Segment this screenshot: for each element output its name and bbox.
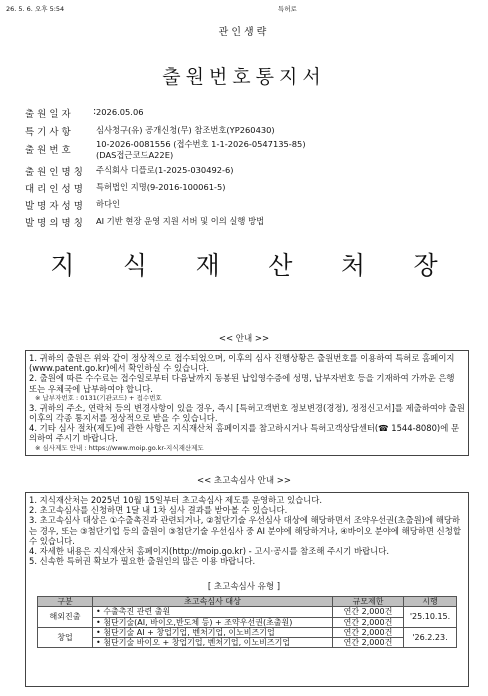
field-label-applicant: 출원인명칭: [25, 167, 86, 178]
table-cell-date: '25.10.15.: [404, 607, 457, 628]
table-cell-group: 해외진출: [38, 607, 93, 628]
field-label-application-number: 출원번호: [25, 145, 74, 156]
table-header: 구분: [38, 597, 93, 607]
table-cell-target: • 수출촉진 관련 출원: [93, 607, 333, 617]
guide-item: 2. 출원에 따른 수수료는 접수일로부터 다음날까지 동봉된 납입영수증에 성명, 납부자번호 등을 기재하여 가까운 은행 또는 우체국에 납부하여야 합니다.: [29, 373, 455, 394]
field-value-das-code: (DAS접근코드A22E): [96, 150, 174, 160]
fast-track-item: 2. 초고속심사를 신청하면 1달 내 1차 심사 결과를 받아볼 수 있습니다.: [29, 505, 288, 516]
table-row: [38, 638, 457, 648]
table-cell-target: • 첨단기술 바이오 + 창업기업, 벤처기업, 이노비즈기업: [93, 638, 333, 648]
field-label-filing-date: 출원일자: [25, 109, 74, 120]
seal-omitted-note: 관인생략: [218, 27, 270, 38]
guide-item: 1. 귀하의 출원은 위와 같이 정상적으로 접수되었으며, 이후의 심사 진행상황은 출원번호를 이용하여 특허로 홈페이지(www.patent.go.kr)에서 확인하실 수 있습니다.: [29, 353, 455, 374]
field-label-inventor: 발명자성명: [25, 201, 86, 212]
guide-item: 3. 귀하의 주소, 연락처 등의 변경사항이 있을 경우, 즉시 [특허고객번호 정보변경(경정), 정정신고서]를 제출하여야 출원 이후의 각종 통지서를 정상적으로 받을 수 있습니다.: [29, 402, 465, 424]
office-char: 식: [122, 251, 148, 280]
table-cell-target: • 첨단기술 AI + 창업기업, 벤처기업, 이노비즈기업: [93, 627, 333, 637]
guide-box: [25, 350, 469, 456]
office-char: 재: [195, 251, 220, 280]
table-cell-limit: 연간 2,000건: [333, 617, 404, 627]
table-header: 시행: [404, 597, 457, 607]
table-cell-group: 창업: [38, 627, 93, 648]
table-cell-target: • 첨단기술(AI, 바이오,반도체 등) + 조약우선권(초출원): [93, 617, 333, 627]
office-name: [0, 246, 488, 282]
print-datetime: 26. 5. 6. 오후 5:54: [6, 5, 65, 13]
guide-note: ※ 납부자번호 : 0131(기관코드) + 접수번호: [35, 393, 162, 402]
field-value-agent: 특허법인 지명(9-2016-100061-5): [96, 182, 226, 192]
fast-track-item: 4. 자세한 내용은 지식재산처 홈페이지(http://moip.go.kr) - 고시·공시를 참조해 주시기 바랍니다.: [29, 546, 390, 557]
field-value-special-notes: 심사청구(유) 공개신청(무) 참조번호(YP260430): [96, 125, 275, 135]
table-row: [38, 607, 457, 617]
table-cell-limit: 연간 2,000건: [333, 607, 404, 617]
field-value-inventor: 하다인: [96, 199, 121, 209]
fast-track-item: 5. 신속한 특허권 확보가 필요한 출원인의 많은 이용 바랍니다.: [29, 556, 256, 567]
guide-note: ※ 심사제도 안내 : https://www.moip.go.kr-지식재산제도: [35, 443, 204, 452]
fast-track-table: [37, 596, 457, 648]
page-title: 출원번호통지서: [162, 66, 326, 88]
fast-track-item: 3. 초고속심사 대상은 ①수출촉진과 관련되거나, ②첨단기술 우선심사 대상에 해당하면서 조약우선권(초출원)에 해당하는 경우, 또는 ③첨단기업 등의 출원이 ③첨단기술 우선심사 중 AI 분야에 해당하거나, ④바이오 분야에 해당하면 신청할 수 있습니다.: [29, 515, 461, 546]
field-value-invention-title: AI 기반 현장 운영 지원 서버 및 이의 실행 방법: [96, 216, 265, 226]
fast-track-table-title: [ 초고속심사 유형 ]: [207, 582, 281, 592]
field-label-agent: 대리인성명: [25, 184, 86, 195]
table-row: [38, 627, 457, 637]
fast-track-heading: << 초고속심사 안내 >>: [196, 476, 292, 486]
office-char: 지: [50, 251, 75, 280]
doc-source: 특허로: [278, 5, 297, 13]
field-value-applicant: 주식회사 디플로(1-2025-030492-6): [96, 165, 234, 175]
field-value-filing-date: 2026.05.06: [96, 107, 144, 117]
guide-item: 4. 기타 심사 절차(제도)에 관한 사항은 지식재산처 홈페이지를 참고하시거나 특허고객상담센터(☎ 1544-8080)에 문의하여 주시기 바랍니다.: [29, 423, 460, 444]
table-header: 규모제한: [333, 597, 404, 607]
field-label-special-notes: 특기사항: [25, 127, 74, 138]
field-value-application-number: 10-2026-0081556 (접수번호 1-1-2026-0547135-85): [96, 139, 306, 149]
table-header: 초고속심사 대상: [93, 597, 333, 607]
table-row: [38, 617, 457, 627]
office-char: 산: [268, 251, 293, 280]
office-char: 장: [413, 251, 438, 280]
fast-track-item: 1. 지식재산처는 2025년 10월 15일부터 초고속심사 제도를 운영하고 있습니다.: [29, 495, 323, 505]
table-header-row: [38, 597, 457, 607]
table-cell-date: '26.2.23.: [404, 627, 457, 648]
guide-heading: << 안내 >>: [218, 334, 270, 344]
field-label-invention-title: 발명의명칭: [25, 218, 86, 229]
table-cell-limit: 연간 2,000건: [333, 638, 404, 648]
field-colon: :: [93, 106, 97, 117]
office-char: 처: [340, 251, 366, 280]
table-cell-limit: 연간 2,000건: [333, 627, 404, 637]
